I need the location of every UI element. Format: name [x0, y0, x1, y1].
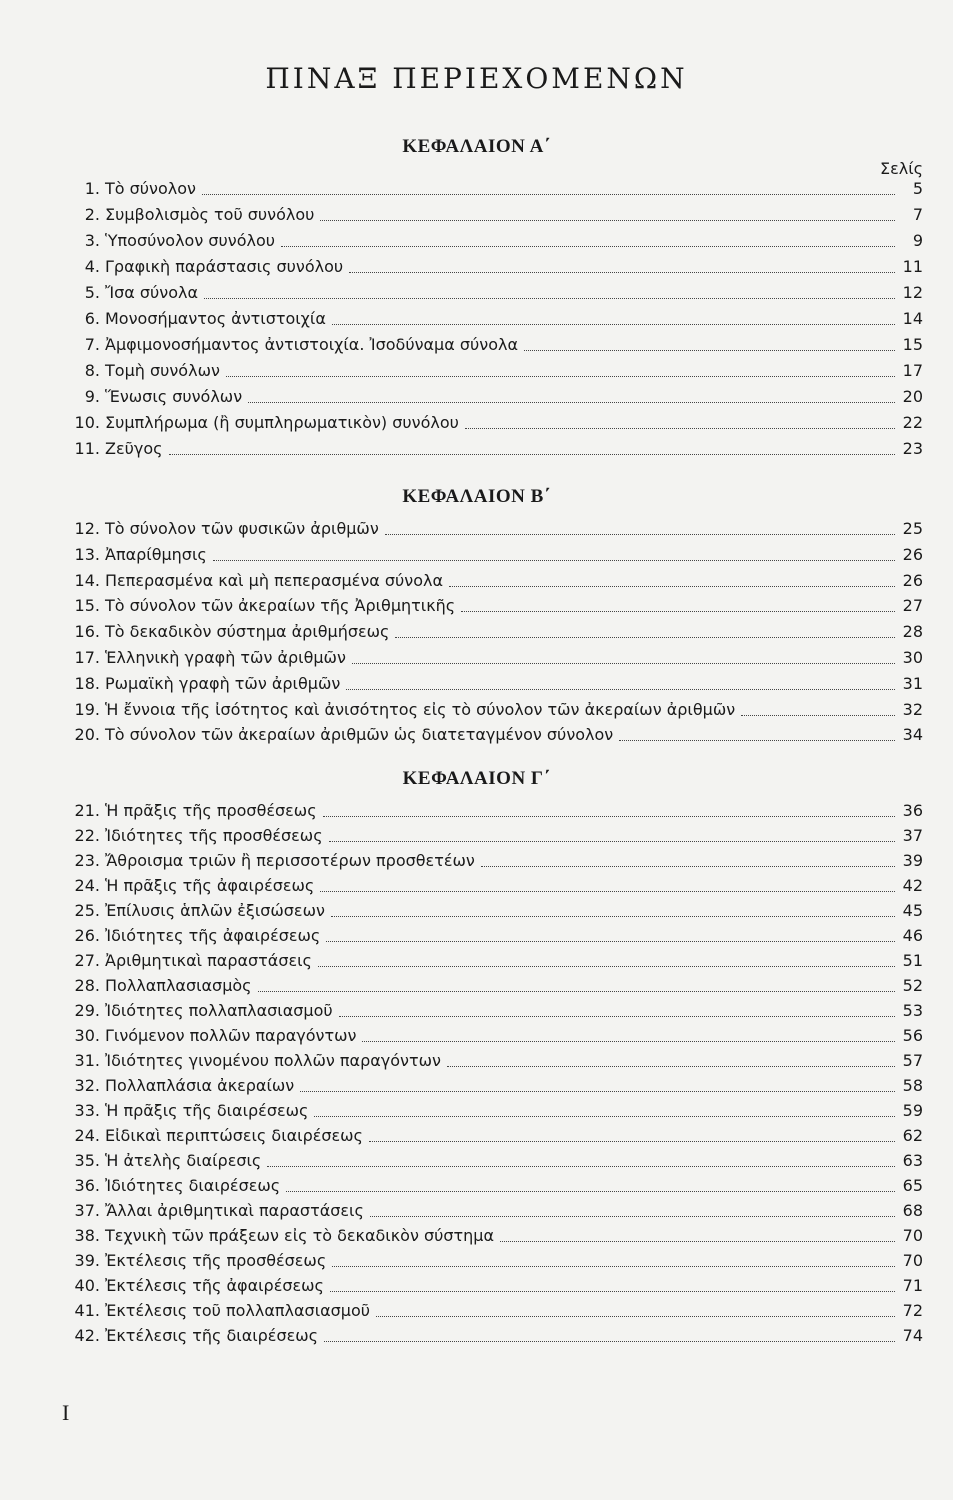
entry-number: 15. — [74, 596, 100, 616]
dot-leader — [326, 940, 895, 942]
entry-page-number: 37 — [902, 826, 923, 845]
dot-leader — [213, 559, 895, 561]
entry-title: Ἐκτέλεσις τῆς προσθέσεως — [105, 1251, 327, 1270]
entry-page-number: 28 — [902, 622, 923, 642]
entry-page-number: 23 — [902, 439, 923, 458]
entry-number: 25. — [74, 901, 100, 920]
entry-page-number: 53 — [902, 1001, 923, 1020]
toc-entry — [60, 308, 923, 330]
dot-leader — [267, 1165, 895, 1167]
dot-leader — [332, 323, 895, 325]
dot-leader — [447, 1065, 895, 1067]
entry-title: Ἄλλαι ἀριθμητικαὶ παραστάσεις — [105, 1201, 364, 1220]
toc-entry — [60, 334, 923, 356]
toc-entry — [60, 1025, 923, 1047]
entry-page-number: 30 — [902, 648, 923, 667]
toc-entry — [60, 699, 923, 721]
entry-page-number: 9 — [912, 231, 923, 250]
entry-number: 24. — [74, 876, 100, 895]
entry-number: 12. — [74, 519, 100, 538]
toc-entry — [60, 1125, 923, 1147]
dot-leader — [320, 890, 895, 892]
entry-number: 17. — [74, 648, 100, 667]
entry-number: 35. — [74, 1151, 100, 1170]
dot-leader — [481, 865, 895, 867]
entry-title: Ἰδιότητες τῆς προσθέσεως — [105, 826, 323, 845]
entry-page-number: 45 — [902, 901, 923, 920]
dot-leader — [226, 375, 895, 377]
dot-leader — [741, 714, 895, 716]
toc-entry — [60, 800, 923, 822]
entry-page-number: 46 — [902, 926, 923, 945]
entry-number: 33. — [74, 1101, 100, 1120]
entry-number: 27. — [74, 951, 100, 970]
entry-page-number: 74 — [902, 1326, 923, 1345]
toc-entry — [60, 621, 923, 643]
entry-title: Ἰδιότητες πολλαπλασιασμοῦ — [105, 1001, 333, 1020]
entry-page-number: 51 — [902, 951, 923, 970]
entry-title: Πεπερασμένα καὶ μὴ πεπερασμένα σύνολα — [105, 570, 444, 590]
entry-title: Ἀμφιμονοσήμαντος ἀντιστοιχία. Ἰσοδύναμα σύνολα — [105, 335, 519, 354]
entry-title: Ἡ ἔννοια τῆς ἰσότητος καὶ ἀνισότητος εἰς τὸ σύνολον τῶν ἀκεραίων ἀριθμῶν — [105, 699, 736, 719]
toc-entry — [60, 647, 923, 669]
dot-leader — [346, 688, 895, 690]
entry-title: Ἡ πρᾶξις τῆς ἀφαιρέσεως — [105, 876, 315, 895]
toc-entry — [60, 178, 923, 200]
entry-number: 40. — [74, 1276, 100, 1295]
entry-title: Τομὴ συνόλων — [105, 361, 220, 380]
dot-leader — [169, 453, 895, 455]
dot-leader — [339, 1015, 895, 1017]
dot-leader — [619, 739, 895, 741]
entry-page-number: 52 — [902, 976, 923, 995]
entry-number: 1. — [84, 179, 100, 198]
entry-number: 30. — [74, 1026, 100, 1045]
toc-entry — [60, 204, 923, 226]
entry-page-number: 22 — [902, 413, 923, 432]
entry-page-number: 42 — [902, 876, 923, 895]
entry-number: 2. — [84, 205, 100, 224]
entry-number: 7. — [84, 335, 100, 354]
entry-title: Ἡ ἀτελὴς διαίρεσις — [105, 1151, 262, 1170]
entry-title: Τὸ σύνολον — [105, 179, 196, 198]
dot-leader — [465, 427, 895, 429]
entry-title: Μονοσήμαντος ἀντιστοιχία — [105, 309, 326, 328]
entry-title: Ρωμαϊκὴ γραφὴ τῶν ἀριθμῶν — [105, 673, 341, 693]
toc-entry — [60, 1275, 923, 1297]
entry-title: Ἐκτέλεσις τῆς ἀφαιρέσεως — [105, 1276, 324, 1295]
entry-page-number: 32 — [902, 699, 923, 719]
chapter-heading-b: ΚΕΦΑΛΑΙΟΝ Β΄ — [402, 486, 551, 507]
entry-page-number: 71 — [902, 1276, 923, 1295]
dot-leader — [204, 297, 895, 299]
entry-number: 11. — [74, 439, 100, 458]
dot-leader — [524, 349, 895, 351]
entry-number: 36. — [74, 1176, 100, 1195]
dot-leader — [369, 1140, 895, 1142]
toc-entry — [60, 900, 923, 922]
dot-leader — [318, 965, 895, 967]
entry-title: Ἀπαρίθμησις — [105, 544, 207, 564]
entry-page-number: 70 — [902, 1251, 923, 1270]
toc-entry — [60, 230, 923, 252]
dot-leader — [376, 1315, 895, 1317]
entry-number: 42. — [74, 1326, 100, 1345]
entry-page-number: 25 — [902, 519, 923, 538]
entry-title: Τὸ σύνολον τῶν φυσικῶν ἀριθμῶν — [105, 519, 379, 538]
toc-entry — [60, 360, 923, 382]
toc-entry — [60, 673, 923, 695]
toc-entry — [60, 1150, 923, 1172]
toc-entry — [60, 412, 923, 434]
toc-entry — [60, 256, 923, 278]
entry-number: 20. — [74, 725, 100, 745]
dot-leader — [323, 815, 895, 817]
entry-page-number: 15 — [902, 335, 923, 354]
toc-entry — [60, 975, 923, 997]
entry-page-number: 56 — [902, 1026, 923, 1045]
entry-number: 23. — [74, 851, 100, 870]
toc-entry — [60, 518, 923, 540]
dot-leader — [258, 990, 895, 992]
chapter-heading-c: ΚΕΦΑΛΑΙΟΝ Γ΄ — [402, 768, 551, 789]
page-number-mark: I — [62, 1400, 70, 1425]
entry-number: 21. — [74, 801, 100, 820]
entry-title: Γινόμενον πολλῶν παραγόντων — [105, 1026, 357, 1045]
toc-entry — [60, 570, 923, 592]
entry-title: Τὸ σύνολον τῶν ἀκεραίων ἀριθμῶν ὡς διατεταγμένον σύνολον — [105, 725, 614, 745]
toc-entry — [60, 1250, 923, 1272]
entry-page-number: 7 — [912, 205, 923, 224]
entry-page-number: 36 — [902, 801, 923, 820]
entry-page-number: 17 — [902, 361, 923, 380]
entry-title: Ἡ πρᾶξις τῆς προσθέσεως — [105, 801, 317, 820]
entry-page-number: 62 — [902, 1126, 923, 1145]
entry-number: 26. — [74, 926, 100, 945]
pages-column-label: Σελίς — [879, 159, 923, 178]
entry-number: 22. — [74, 826, 100, 845]
entry-page-number: 31 — [902, 673, 923, 693]
entry-title: Ἰδιότητες τῆς ἀφαιρέσεως — [105, 926, 321, 945]
entry-number: 5. — [84, 283, 100, 302]
entry-number: 31. — [74, 1051, 100, 1070]
chapter-heading-a: ΚΕΦΑΛΑΙΟΝ Α΄ — [402, 136, 551, 157]
entry-number: 14. — [74, 570, 100, 590]
entry-page-number: 20 — [902, 387, 923, 406]
toc-entry — [60, 1100, 923, 1122]
entry-page-number: 39 — [902, 851, 923, 870]
entry-number: 41. — [74, 1301, 100, 1320]
toc-entry — [60, 850, 923, 872]
entry-title: Τεχνικὴ τῶν πράξεων εἰς τὸ δεκαδικὸν σύστημα — [105, 1226, 494, 1245]
page-title: ΠΙΝΑΞ ΠΕΡΙΕΧΟΜΕΝΩΝ — [265, 62, 688, 95]
toc-entry — [60, 925, 923, 947]
toc-entry — [60, 282, 923, 304]
toc-entry — [60, 438, 923, 460]
entry-title: Συμβολισμὸς τοῦ συνόλου — [105, 205, 315, 224]
dot-leader — [352, 662, 895, 664]
entry-page-number: 34 — [902, 725, 923, 745]
entry-page-number: 72 — [902, 1301, 923, 1320]
toc-entry — [60, 544, 923, 566]
dot-leader — [500, 1240, 895, 1242]
entry-number: 16. — [74, 622, 100, 642]
entry-title: Πολλαπλάσια ἀκεραίων — [105, 1076, 295, 1095]
entry-title: Ἰδιότητες διαιρέσεως — [105, 1176, 281, 1195]
dot-leader — [395, 636, 895, 638]
dot-leader — [330, 1290, 895, 1292]
entry-page-number: 14 — [902, 309, 923, 328]
entry-title: Ἕνωσις συνόλων — [105, 387, 243, 406]
dot-leader — [324, 1340, 895, 1342]
entry-number: 24. — [74, 1126, 100, 1145]
entry-title: Εἰδικαὶ περιπτώσεις διαιρέσεως — [105, 1126, 363, 1145]
entry-title: Ἰδιότητες γινομένου πολλῶν παραγόντων — [105, 1051, 441, 1070]
entry-number: 10. — [74, 413, 100, 432]
dot-leader — [332, 1265, 895, 1267]
entry-page-number: 63 — [902, 1151, 923, 1170]
dot-leader — [320, 219, 895, 221]
entry-number: 3. — [84, 231, 100, 250]
entry-number: 13. — [74, 544, 100, 564]
toc-entry — [60, 1175, 923, 1197]
entry-number: 6. — [84, 309, 100, 328]
toc-entry — [60, 1050, 923, 1072]
dot-leader — [385, 533, 895, 535]
dot-leader — [300, 1090, 895, 1092]
entry-title: Ἐκτέλεσις τῆς διαιρέσεως — [105, 1326, 319, 1345]
toc-entry — [60, 950, 923, 972]
toc-entry — [60, 1075, 923, 1097]
entry-number: 29. — [74, 1001, 100, 1020]
entry-title: Συμπλήρωμα (ἢ συμπληρωματικὸν) συνόλου — [105, 413, 459, 432]
entry-title: Ἄθροισμα τριῶν ἢ περισσοτέρων προσθετέων — [105, 851, 475, 870]
entry-page-number: 26 — [902, 570, 923, 590]
toc-entry — [60, 386, 923, 408]
toc-entry — [60, 595, 923, 617]
entry-title: Ἐκτέλεσις τοῦ πολλαπλασιασμοῦ — [105, 1301, 371, 1320]
entry-page-number: 70 — [902, 1226, 923, 1245]
entry-page-number: 26 — [902, 544, 923, 564]
entry-number: 39. — [74, 1251, 100, 1270]
dot-leader — [349, 271, 895, 273]
dot-leader — [329, 840, 895, 842]
entry-title: Ἡ πρᾶξις τῆς διαιρέσεως — [105, 1101, 309, 1120]
entry-title: Τὸ σύνολον τῶν ἀκεραίων τῆς Ἀριθμητικῆς — [105, 596, 456, 616]
entry-title: Τὸ δεκαδικὸν σύστημα ἀριθμήσεως — [105, 622, 390, 642]
entry-page-number: 27 — [902, 596, 923, 616]
toc-entry — [60, 825, 923, 847]
entry-page-number: 12 — [902, 283, 923, 302]
dot-leader — [281, 245, 895, 247]
entry-number: 38. — [74, 1226, 100, 1245]
dot-leader — [314, 1115, 895, 1117]
entry-number: 18. — [74, 673, 100, 693]
dot-leader — [449, 585, 895, 587]
toc-entry — [60, 1000, 923, 1022]
dot-leader — [202, 193, 895, 195]
entry-page-number: 57 — [902, 1051, 923, 1070]
entry-page-number: 65 — [902, 1176, 923, 1195]
toc-entry — [60, 875, 923, 897]
entry-number: 37. — [74, 1201, 100, 1220]
entry-title: Ἴσα σύνολα — [105, 283, 199, 302]
toc-entry — [60, 1300, 923, 1322]
entry-page-number: 59 — [902, 1101, 923, 1120]
dot-leader — [362, 1040, 895, 1042]
dot-leader — [370, 1215, 895, 1217]
entry-page-number: 58 — [902, 1076, 923, 1095]
toc-entry — [60, 1225, 923, 1247]
entry-number: 28. — [74, 976, 100, 995]
toc-entry — [60, 1325, 923, 1347]
entry-page-number: 5 — [912, 179, 923, 198]
dot-leader — [286, 1190, 895, 1192]
entry-title: Ζεῦγος — [105, 439, 163, 458]
entry-number: 8. — [84, 361, 100, 380]
dot-leader — [331, 915, 895, 917]
entry-number: 9. — [84, 387, 100, 406]
entry-number: 32. — [74, 1076, 100, 1095]
entry-page-number: 68 — [902, 1201, 923, 1220]
entry-number: 19. — [74, 699, 100, 719]
toc-entry — [60, 1200, 923, 1222]
entry-title: Πολλαπλασιασμὸς — [105, 976, 252, 995]
entry-number: 4. — [84, 257, 100, 276]
entry-title: Ὑποσύνολον συνόλου — [105, 231, 276, 250]
dot-leader — [248, 401, 895, 403]
entry-page-number: 11 — [902, 257, 923, 276]
toc-entry — [60, 724, 923, 746]
dot-leader — [461, 610, 895, 612]
entry-title: Ἀριθμητικαὶ παραστάσεις — [105, 951, 312, 970]
entry-title: Ἑλληνικὴ γραφὴ τῶν ἀριθμῶν — [105, 648, 346, 667]
entry-title: Γραφικὴ παράστασις συνόλου — [105, 257, 344, 276]
entry-title: Ἐπίλυσις ἁπλῶν ἐξισώσεων — [105, 901, 325, 920]
